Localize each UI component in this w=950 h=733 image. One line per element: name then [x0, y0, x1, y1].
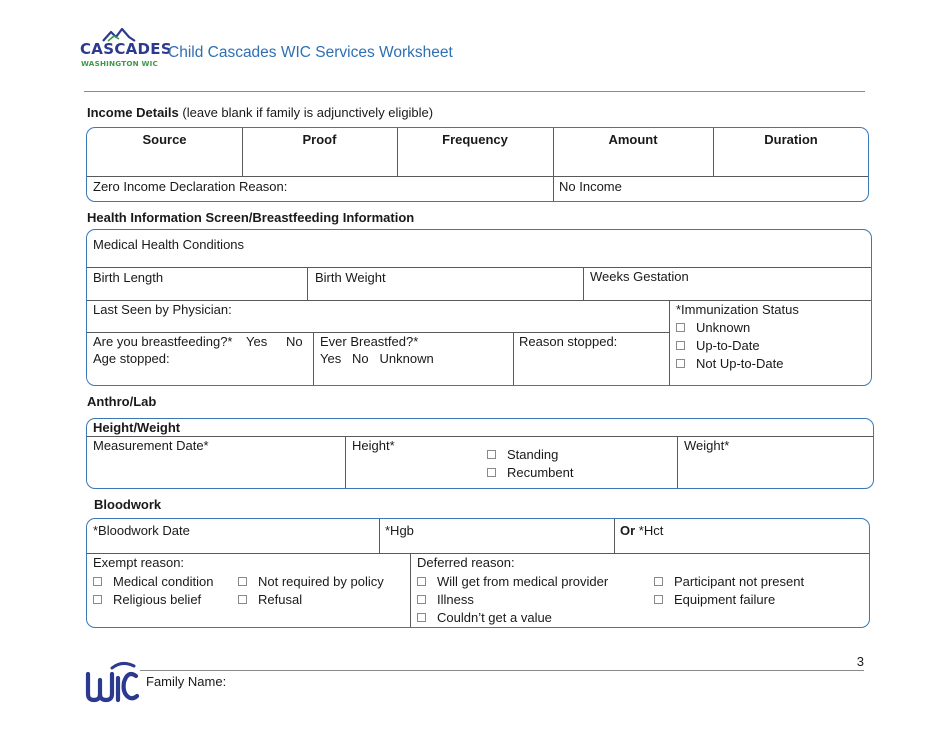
divider: [614, 519, 615, 553]
birth-weight-field[interactable]: Birth Weight: [315, 270, 386, 285]
exempt-not-required-label: Not required by policy: [258, 574, 384, 589]
divider: [242, 128, 243, 176]
logo-main-text: CASCADES: [80, 40, 172, 58]
height-weight-table: [86, 418, 874, 489]
health-table: [86, 229, 872, 386]
cascades-logo: [80, 28, 172, 70]
divider: [410, 553, 411, 628]
checkbox-icon: [417, 613, 426, 622]
col-source: Source: [142, 132, 187, 147]
deferred-equipment-failure-label: Equipment failure: [674, 592, 776, 607]
bloodwork-heading: Bloodwork: [94, 497, 162, 512]
deferred-reason-label: Deferred reason:: [417, 555, 515, 570]
exempt-not-required[interactable]: [238, 574, 384, 589]
bloodwork-table: [86, 518, 870, 628]
divider: [313, 332, 314, 386]
immunization-not-up-to-date[interactable]: [676, 356, 783, 371]
ever-breastfed-question: Ever Breastfed?*: [320, 334, 419, 349]
deferred-participant-not-present-label: Participant not present: [674, 574, 805, 589]
checkbox-icon: [238, 577, 247, 586]
divider: [513, 332, 514, 386]
standing-label: Standing: [507, 447, 559, 462]
ever-breastfed-options[interactable]: Yes No Unknown: [320, 351, 434, 366]
deferred-illness[interactable]: [417, 592, 474, 607]
hct-field[interactable]: [620, 523, 663, 538]
recumbent-label: Recumbent: [507, 465, 574, 480]
or-label: Or: [620, 523, 636, 538]
wic-logo-icon: [84, 660, 140, 704]
checkbox-icon: [417, 595, 426, 604]
checkbox-icon: [487, 468, 496, 477]
col-proof: Proof: [302, 132, 337, 147]
exempt-religious-belief-label: Religious belief: [113, 592, 202, 607]
divider: [397, 128, 398, 176]
divider: [87, 300, 872, 301]
logo-sub-text: WASHINGTON WIC: [81, 59, 159, 68]
deferred-participant-not-present[interactable]: [654, 574, 804, 589]
checkbox-icon: [93, 577, 102, 586]
divider: [345, 436, 346, 489]
family-name-field[interactable]: Family Name:: [146, 674, 227, 689]
checkbox-icon: [676, 341, 685, 350]
checkbox-icon: [238, 595, 247, 604]
page-number: 3: [856, 654, 864, 669]
deferred-medical-provider-label: Will get from medical provider: [437, 574, 609, 589]
exempt-medical-condition-label: Medical condition: [113, 574, 214, 589]
height-field[interactable]: Height*: [352, 438, 395, 453]
divider: [87, 436, 874, 437]
immunization-unknown-label: Unknown: [696, 320, 751, 335]
divider: [669, 300, 670, 386]
deferred-equipment-failure[interactable]: [654, 592, 775, 607]
bloodwork-date-field[interactable]: *Bloodwork Date: [93, 523, 190, 538]
hct-label: *Hct: [638, 523, 664, 538]
checkbox-icon: [93, 595, 102, 604]
exempt-refusal[interactable]: [238, 592, 302, 607]
breastfeeding-yes-option[interactable]: Yes: [246, 334, 268, 349]
divider: [379, 519, 380, 553]
divider: [87, 176, 869, 177]
weight-field[interactable]: Weight*: [684, 438, 730, 453]
checkbox-icon: [417, 577, 426, 586]
breastfeeding-question: Are you breastfeeding?*: [93, 334, 233, 349]
checkbox-icon: [676, 359, 685, 368]
col-frequency: Frequency: [442, 132, 508, 147]
exempt-reason-label: Exempt reason:: [93, 555, 185, 570]
deferred-illness-label: Illness: [437, 592, 474, 607]
health-heading: Health Information Screen/Breastfeeding Information: [87, 210, 415, 225]
divider: [87, 267, 872, 268]
col-duration: Duration: [764, 132, 818, 147]
height-weight-heading: Height/Weight: [93, 420, 181, 435]
income-heading: [87, 105, 433, 120]
divider: [307, 267, 308, 300]
anthro-heading: Anthro/Lab: [87, 394, 157, 409]
divider: [87, 553, 870, 554]
document-title: Child Cascades WIC Services Worksheet: [168, 44, 453, 61]
weeks-gestation-field[interactable]: Weeks Gestation: [590, 269, 689, 284]
no-income-field[interactable]: No Income: [559, 179, 622, 194]
divider: [87, 332, 669, 333]
divider: [553, 128, 554, 202]
exempt-religious-belief[interactable]: [93, 592, 201, 607]
header-divider: [84, 91, 865, 92]
immunization-up-to-date-label: Up-to-Date: [696, 338, 760, 353]
birth-length-field[interactable]: Birth Length: [93, 270, 164, 285]
immunization-not-up-to-date-label: Not Up-to-Date: [696, 356, 784, 371]
exempt-medical-condition[interactable]: [93, 574, 213, 589]
recumbent-option[interactable]: [487, 465, 573, 480]
col-amount: Amount: [608, 132, 658, 147]
divider: [677, 436, 678, 489]
checkbox-icon: [676, 323, 685, 332]
divider: [583, 267, 584, 300]
checkbox-icon: [654, 595, 663, 604]
breastfeeding-no-option[interactable]: No: [286, 334, 303, 349]
reason-stopped-field[interactable]: Reason stopped:: [519, 334, 618, 349]
checkbox-icon: [487, 450, 496, 459]
income-heading-note: (leave blank if family is adjunctively eligible): [182, 105, 434, 120]
hgb-field[interactable]: *Hgb: [385, 523, 414, 538]
deferred-no-value-label: Couldn’t get a value: [437, 610, 552, 625]
deferred-medical-provider[interactable]: [417, 574, 608, 589]
immunization-unknown[interactable]: [676, 320, 750, 335]
footer-divider: [140, 670, 864, 671]
medical-conditions-field[interactable]: Medical Health Conditions: [93, 237, 245, 252]
divider: [713, 128, 714, 176]
exempt-refusal-label: Refusal: [258, 592, 303, 607]
checkbox-icon: [654, 577, 663, 586]
standing-option[interactable]: [487, 447, 558, 462]
immunization-status-label: *Immunization Status: [676, 302, 799, 317]
zero-income-reason-field[interactable]: Zero Income Declaration Reason:: [93, 179, 288, 194]
income-heading-text: Income Details: [87, 105, 179, 120]
age-stopped-field[interactable]: Age stopped:: [93, 351, 170, 366]
income-table: [86, 127, 869, 202]
last-seen-physician-field[interactable]: Last Seen by Physician:: [93, 302, 232, 317]
immunization-up-to-date[interactable]: [676, 338, 760, 353]
deferred-no-value[interactable]: [417, 610, 552, 625]
measurement-date-field[interactable]: Measurement Date*: [93, 438, 209, 453]
